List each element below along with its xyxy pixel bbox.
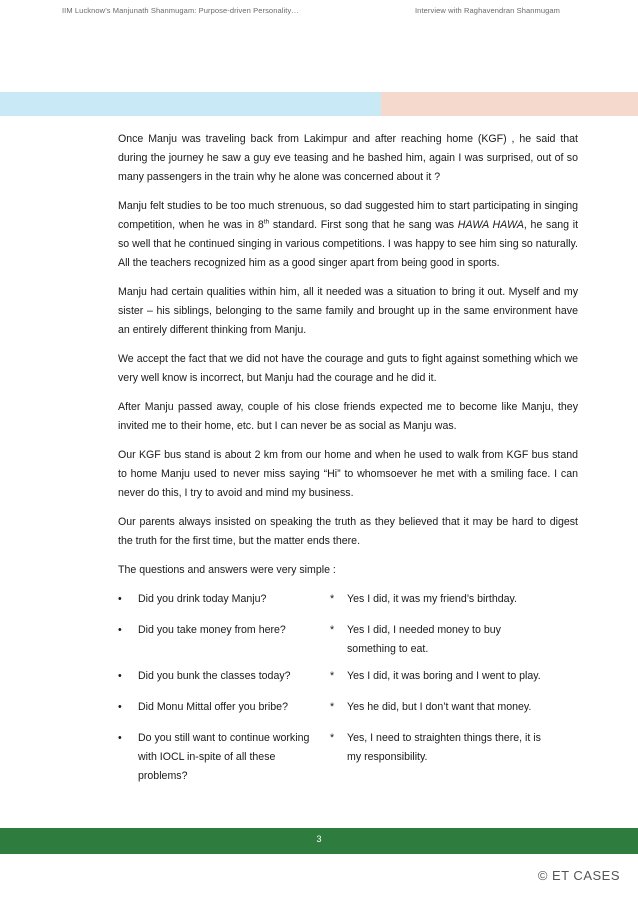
paragraph-text: Manju felt studies to be too much strenuous, so dad suggested him to start participating in singing competition, when he was in 8 — [118, 200, 578, 231]
qa-item — [118, 698, 578, 717]
answer-text: Yes I did, it was my friend’s birthday. — [347, 593, 517, 605]
bullet-icon: • — [118, 670, 122, 682]
paragraph-text: standard. First song that he sang was — [269, 219, 458, 231]
paragraph: Our KGF bus stand is about 2 km from our home and when he used to walk from KGF bus stand to home Manju used to never miss saying “Hi” to whomsoever he met with a smiling face. I can never do this, I try to avoid and mind my business. — [118, 449, 578, 499]
question-text: Did you drink today Manju? — [138, 593, 267, 605]
asterisk-icon: * — [330, 593, 335, 605]
brand-name: ET CASES — [551, 868, 620, 883]
paragraph: Once Manju was traveling back from Lakimpur and after reaching home (KGF) , he said that during the journey he saw a guy eve teasing and he bashed him, again I was surprised, out of so many passengers in the train why he alone was concerned about it ? — [118, 133, 578, 183]
paragraph: Our parents always insisted on speaking the truth as they believed that it may be hard to digest the truth for the first time, but the matter ends there. — [118, 516, 578, 547]
page-body — [118, 130, 578, 798]
paragraph — [118, 197, 578, 273]
question-text: Did Monu Mittal offer you bribe? — [138, 701, 288, 713]
question-text: Do you still want to continue working with IOCL in-spite of all these problems? — [138, 732, 310, 782]
bullet-icon: • — [118, 701, 122, 713]
bullet-icon: • — [118, 732, 122, 744]
paragraph-text: , he sang it so well that he continued singing in various competitions. I was happy to see him sing so naturally. All the teachers recognized him as a good singer apart from being good in sports. — [118, 219, 579, 269]
bullet-icon: • — [118, 624, 122, 636]
header-section-title: Interview with Raghavendran Shanmugam — [415, 6, 561, 15]
header-right-band — [381, 92, 638, 116]
asterisk-icon: * — [330, 624, 335, 636]
running-header — [0, 92, 638, 116]
page-number: 3 — [316, 834, 322, 844]
footer-band — [0, 828, 638, 854]
qa-item — [118, 590, 578, 609]
qa-item — [118, 729, 578, 786]
question-text: Did you bunk the classes today? — [138, 670, 291, 682]
ordinal-suffix: th — [263, 218, 270, 226]
paragraph: We accept the fact that we did not have the courage and guts to fight against something which we very well know is incorrect, but Manju had the courage and he did it. — [118, 353, 578, 384]
header-document-title: IIM Lucknow's Manjunath Shanmugam: Purpose-driven Personality… — [62, 6, 299, 15]
copyright-icon: © — [537, 868, 548, 883]
answer-text: Yes I did, it was boring and I went to play. — [347, 670, 541, 682]
answer-text: Yes I did, I needed money to buy something to eat. — [347, 624, 501, 655]
qa-list — [118, 590, 578, 786]
qa-item — [118, 667, 578, 686]
answer-text: Yes, I need to straighten things there, it is my responsibility. — [347, 732, 541, 763]
answer-text: Yes he did, but I don’t want that money. — [347, 701, 532, 713]
paragraph: Manju had certain qualities within him, all it needed was a situation to bring it out. Myself and my sister – his siblings, belonging to the same family and brought up in the same environment have an entirely different thinking from Manju. — [118, 286, 578, 336]
question-text: Did you take money from here? — [138, 624, 286, 636]
song-title: HAWA HAWA — [457, 219, 524, 231]
asterisk-icon: * — [330, 701, 335, 713]
bullet-icon: • — [118, 593, 122, 605]
header-left-band — [0, 92, 381, 116]
qa-item — [118, 621, 578, 659]
asterisk-icon: * — [330, 670, 335, 682]
paragraph: After Manju passed away, couple of his close friends expected me to become like Manju, they invited me to their home, etc. but I can never be as social as Manju was. — [118, 401, 578, 432]
publisher-brand — [538, 868, 620, 883]
asterisk-icon: * — [330, 732, 335, 744]
paragraph: The questions and answers were very simple : — [118, 564, 336, 576]
